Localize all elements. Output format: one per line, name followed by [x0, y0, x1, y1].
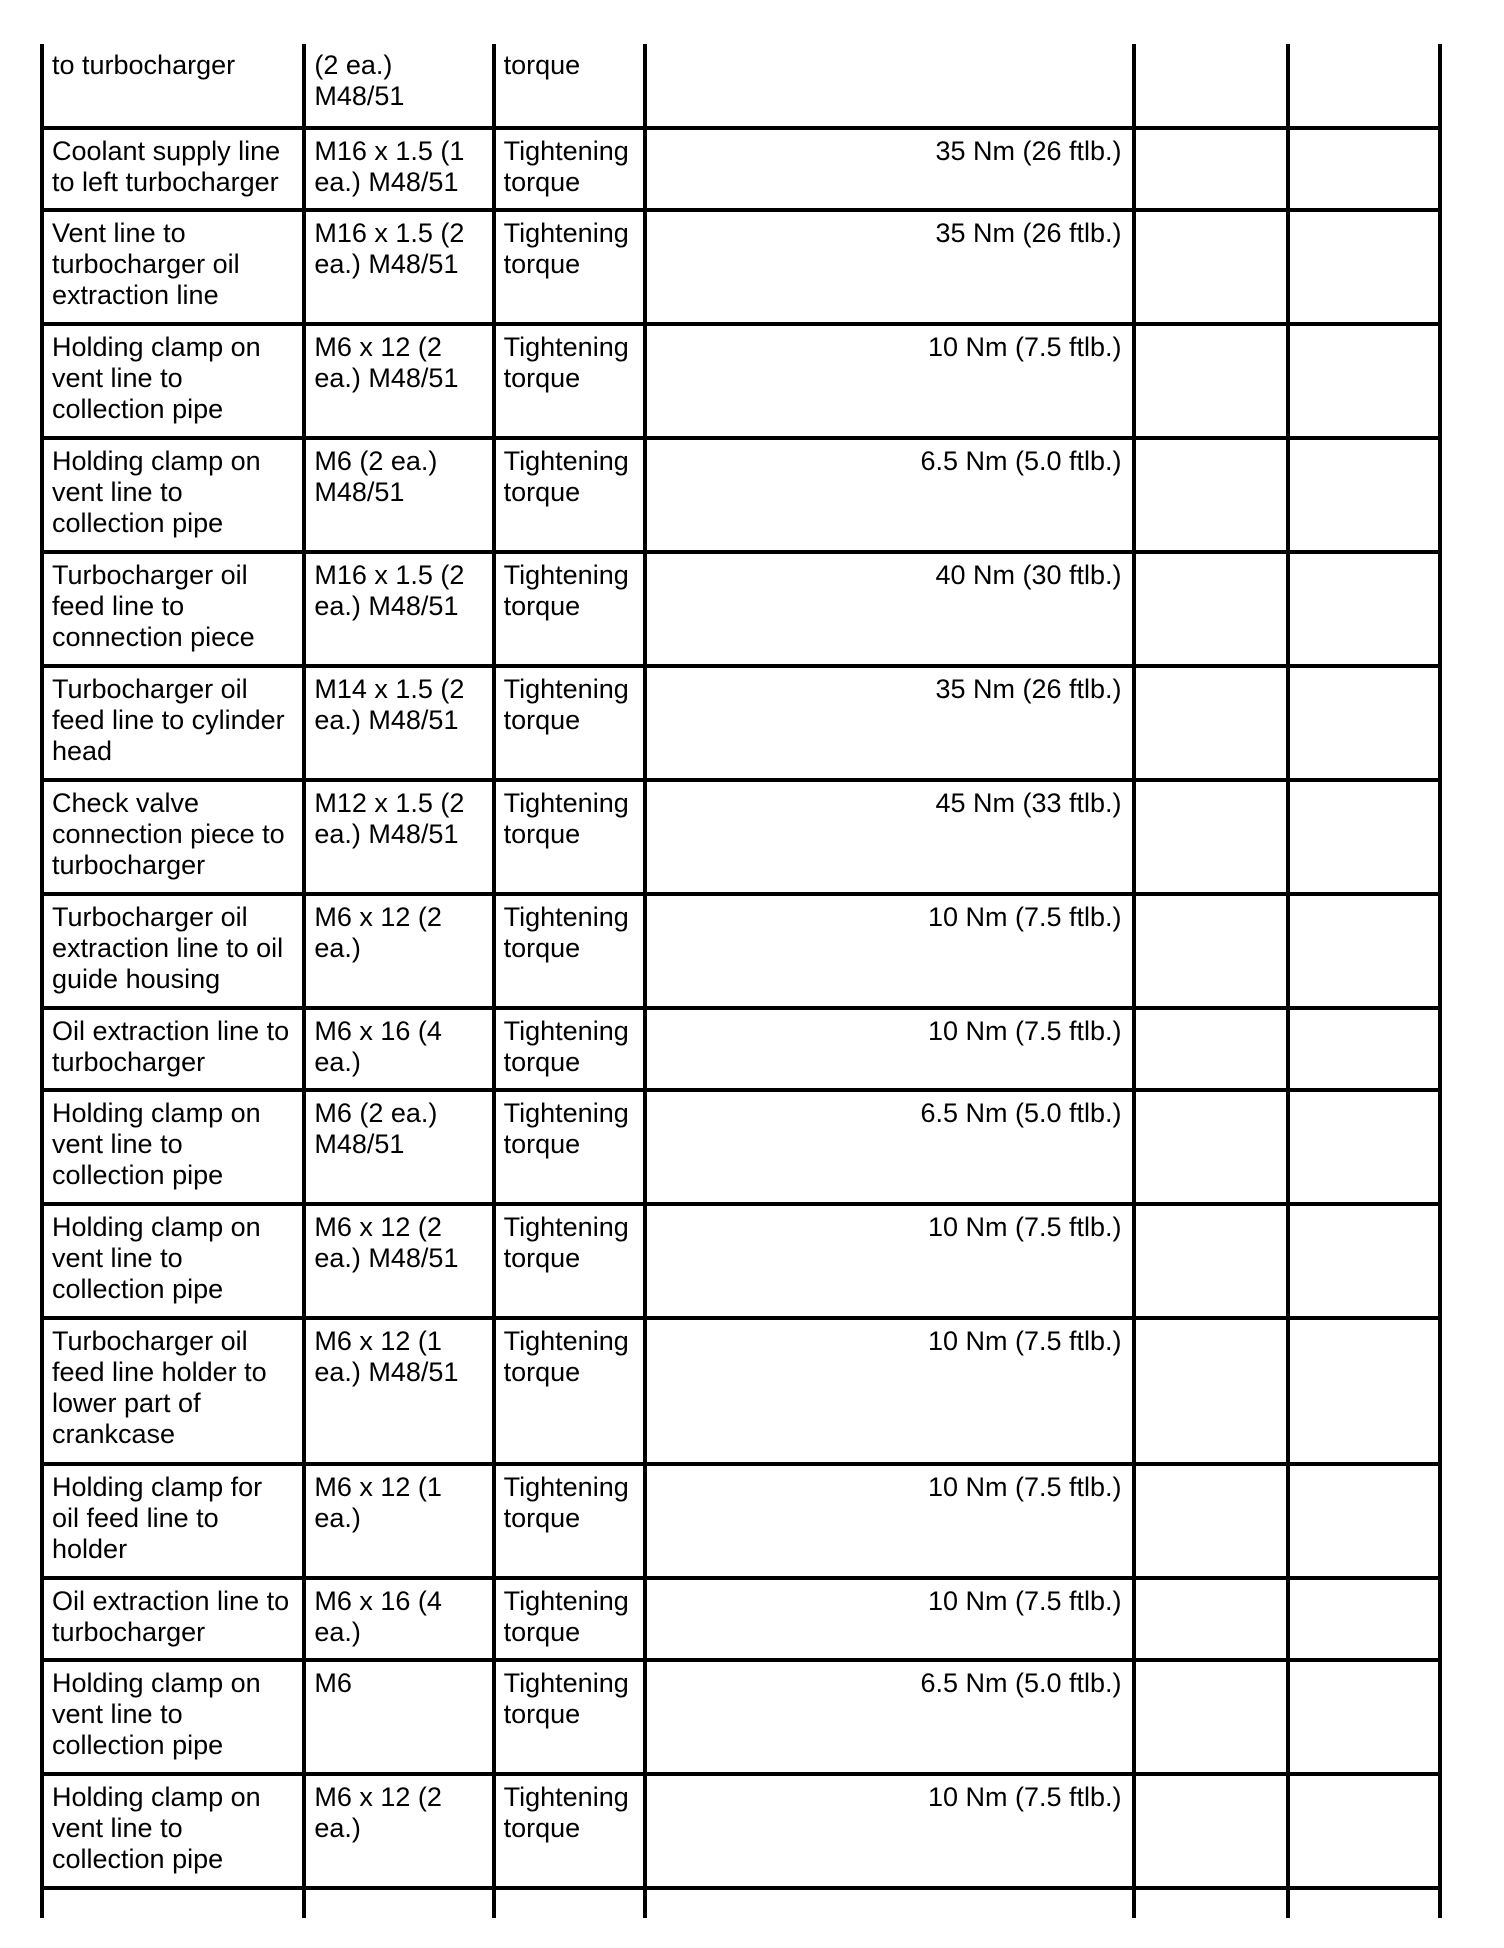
empty-cell	[1288, 1008, 1440, 1090]
spec-type-cell: Tightening torque	[494, 1578, 645, 1660]
empty-cell	[1134, 780, 1288, 894]
empty-cell	[1134, 324, 1288, 438]
fastener-cell: M16 x 1.5 (2 ea.) M48/51	[304, 552, 493, 666]
empty-cell	[1134, 1008, 1288, 1090]
torque-value-cell: 6.5 Nm (5.0 ftlb.)	[645, 438, 1134, 552]
torque-value-cell: 35 Nm (26 ftlb.)	[645, 210, 1134, 324]
empty-cell	[1288, 1888, 1440, 1918]
empty-cell	[1134, 1464, 1288, 1578]
empty-cell	[1288, 438, 1440, 552]
spec-type-cell: Tightening torque	[494, 1090, 645, 1204]
empty-cell	[1288, 44, 1440, 128]
spec-type-cell: Tightening torque	[494, 128, 645, 210]
table-body	[42, 44, 1440, 1918]
table-row	[42, 438, 1440, 552]
table-row	[42, 1464, 1440, 1578]
table-row	[42, 894, 1440, 1008]
spec-type-cell: Tightening torque	[494, 1774, 645, 1888]
part-cell: Oil extraction line to turbocharger	[42, 1578, 304, 1660]
fastener-cell: M6 x 12 (2 ea.)	[304, 1774, 493, 1888]
empty-cell	[1134, 1660, 1288, 1774]
empty-cell	[1288, 780, 1440, 894]
torque-value-cell: 10 Nm (7.5 ftlb.)	[645, 1008, 1134, 1090]
spec-type-cell: Tightening torque	[494, 1464, 645, 1578]
torque-value-cell: 10 Nm (7.5 ftlb.)	[645, 1464, 1134, 1578]
empty-cell	[1288, 128, 1440, 210]
spec-type-cell: Tightening torque	[494, 1660, 645, 1774]
empty-cell	[1288, 1660, 1440, 1774]
empty-cell	[1134, 128, 1288, 210]
table-row	[42, 1774, 1440, 1888]
part-cell: Check valve connection piece to turbocharger	[42, 780, 304, 894]
torque-value-cell: 35 Nm (26 ftlb.)	[645, 128, 1134, 210]
torque-value-cell: 6.5 Nm (5.0 ftlb.)	[645, 1090, 1134, 1204]
fastener-cell: M6 x 12 (2 ea.) M48/51	[304, 324, 493, 438]
part-cell: Turbocharger oil feed line to connection piece	[42, 552, 304, 666]
part-cell: Holding clamp on vent line to collection pipe	[42, 438, 304, 552]
fastener-cell: M6 x 12 (2 ea.)	[304, 894, 493, 1008]
table-row	[42, 44, 1440, 128]
empty-cell	[42, 1888, 304, 1918]
empty-cell	[1288, 1204, 1440, 1318]
spec-type-cell: Tightening torque	[494, 210, 645, 324]
empty-cell	[1288, 1318, 1440, 1464]
empty-cell	[1134, 44, 1288, 128]
empty-cell	[1288, 1090, 1440, 1204]
part-cell: Coolant supply line to left turbocharger	[42, 128, 304, 210]
fastener-cell: M6 (2 ea.) M48/51	[304, 1090, 493, 1204]
empty-cell	[1288, 1578, 1440, 1660]
part-cell: Holding clamp for oil feed line to holder	[42, 1464, 304, 1578]
empty-cell	[1134, 894, 1288, 1008]
empty-cell	[1134, 1090, 1288, 1204]
torque-value-cell: 10 Nm (7.5 ftlb.)	[645, 1774, 1134, 1888]
empty-cell	[1288, 1464, 1440, 1578]
fastener-cell: M6 x 16 (4 ea.)	[304, 1578, 493, 1660]
table-row	[42, 1318, 1440, 1464]
empty-cell	[1134, 1774, 1288, 1888]
empty-cell	[1134, 438, 1288, 552]
table-row	[42, 1578, 1440, 1660]
part-cell: Holding clamp on vent line to collection pipe	[42, 1660, 304, 1774]
torque-value-cell: 10 Nm (7.5 ftlb.)	[645, 894, 1134, 1008]
fastener-cell: M6 x 12 (1 ea.) M48/51	[304, 1318, 493, 1464]
empty-cell	[1288, 1774, 1440, 1888]
part-cell: Holding clamp on vent line to collection pipe	[42, 1774, 304, 1888]
empty-cell	[494, 1888, 645, 1918]
empty-cell	[1134, 210, 1288, 324]
spec-type-cell: Tightening torque	[494, 1008, 645, 1090]
table-row	[42, 1660, 1440, 1774]
fastener-cell: M6 (2 ea.) M48/51	[304, 438, 493, 552]
empty-cell	[1134, 552, 1288, 666]
fastener-cell: M14 x 1.5 (2 ea.) M48/51	[304, 666, 493, 780]
spec-type-cell: Tightening torque	[494, 666, 645, 780]
empty-cell	[1134, 1578, 1288, 1660]
empty-cell	[645, 1888, 1134, 1918]
fastener-cell: M6 x 16 (4 ea.)	[304, 1008, 493, 1090]
spec-type-cell: Tightening torque	[494, 780, 645, 894]
table-row	[42, 210, 1440, 324]
empty-cell	[304, 1888, 493, 1918]
fastener-cell: M6	[304, 1660, 493, 1774]
empty-cell	[1134, 1888, 1288, 1918]
spec-type-cell: Tightening torque	[494, 324, 645, 438]
empty-cell	[1288, 324, 1440, 438]
part-cell: Turbocharger oil extraction line to oil guide housing	[42, 894, 304, 1008]
empty-cell	[1134, 1318, 1288, 1464]
table-row	[42, 1204, 1440, 1318]
part-cell: Vent line to turbocharger oil extraction line	[42, 210, 304, 324]
part-cell: to turbocharger	[42, 44, 304, 128]
empty-cell	[1134, 666, 1288, 780]
table-row	[42, 1008, 1440, 1090]
spec-type-cell: torque	[494, 44, 645, 128]
torque-value-cell	[645, 44, 1134, 128]
fastener-cell: M12 x 1.5 (2 ea.) M48/51	[304, 780, 493, 894]
table-row	[42, 552, 1440, 666]
table-row	[42, 1090, 1440, 1204]
torque-value-cell: 10 Nm (7.5 ftlb.)	[645, 1204, 1134, 1318]
table-row	[42, 128, 1440, 210]
torque-spec-table	[40, 44, 1442, 1918]
fastener-cell: M16 x 1.5 (2 ea.) M48/51	[304, 210, 493, 324]
fastener-cell: M16 x 1.5 (1 ea.) M48/51	[304, 128, 493, 210]
empty-cell	[1288, 552, 1440, 666]
fastener-cell: M6 x 12 (2 ea.) M48/51	[304, 1204, 493, 1318]
part-cell: Holding clamp on vent line to collection pipe	[42, 1090, 304, 1204]
table-row	[42, 324, 1440, 438]
table-row-continuation	[42, 1888, 1440, 1918]
torque-value-cell: 10 Nm (7.5 ftlb.)	[645, 1578, 1134, 1660]
spec-type-cell: Tightening torque	[494, 1204, 645, 1318]
spec-type-cell: Tightening torque	[494, 552, 645, 666]
part-cell: Turbocharger oil feed line holder to lower part of crankcase	[42, 1318, 304, 1464]
torque-value-cell: 40 Nm (30 ftlb.)	[645, 552, 1134, 666]
torque-value-cell: 45 Nm (33 ftlb.)	[645, 780, 1134, 894]
torque-value-cell: 6.5 Nm (5.0 ftlb.)	[645, 1660, 1134, 1774]
empty-cell	[1288, 894, 1440, 1008]
torque-value-cell: 35 Nm (26 ftlb.)	[645, 666, 1134, 780]
empty-cell	[1288, 666, 1440, 780]
part-cell: Holding clamp on vent line to collection pipe	[42, 324, 304, 438]
spec-type-cell: Tightening torque	[494, 438, 645, 552]
part-cell: Holding clamp on vent line to collection pipe	[42, 1204, 304, 1318]
part-cell: Turbocharger oil feed line to cylinder head	[42, 666, 304, 780]
part-cell: Oil extraction line to turbocharger	[42, 1008, 304, 1090]
torque-value-cell: 10 Nm (7.5 ftlb.)	[645, 324, 1134, 438]
fastener-cell: M6 x 12 (1 ea.)	[304, 1464, 493, 1578]
torque-value-cell: 10 Nm (7.5 ftlb.)	[645, 1318, 1134, 1464]
table-row	[42, 780, 1440, 894]
empty-cell	[1288, 210, 1440, 324]
fastener-cell: (2 ea.) M48/51	[304, 44, 493, 128]
spec-type-cell: Tightening torque	[494, 894, 645, 1008]
spec-type-cell: Tightening torque	[494, 1318, 645, 1464]
empty-cell	[1134, 1204, 1288, 1318]
table-row	[42, 666, 1440, 780]
